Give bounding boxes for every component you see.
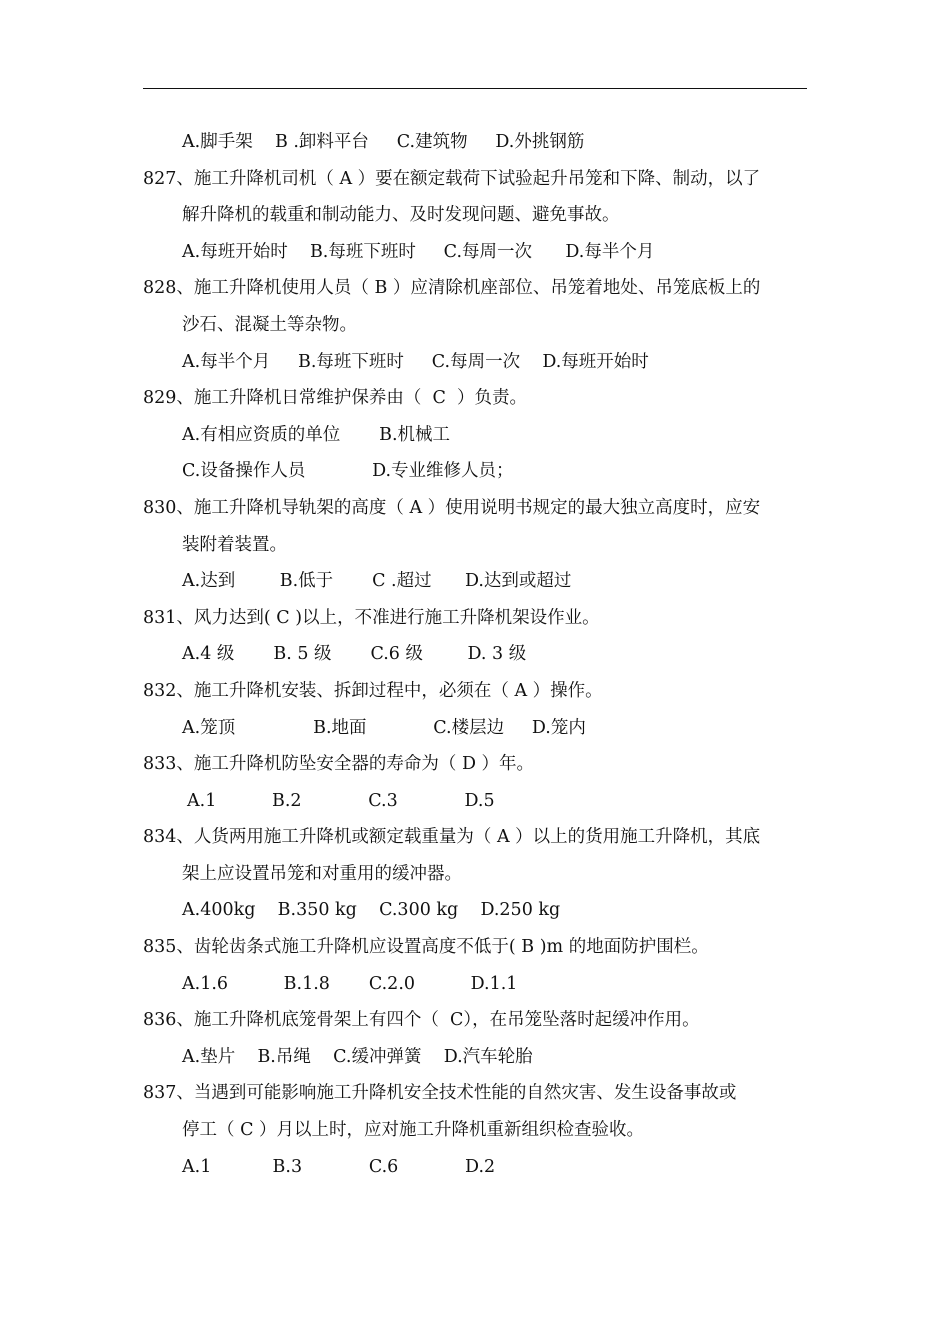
question-832: 832、施工升降机安装、拆卸过程中，必须在（ A ）操作。 (143, 680, 603, 701)
options-837: A.1 B.3 C.6 D.2 (182, 1156, 496, 1177)
options-832: A.笼顶 B.地面 C.楼层边 D.笼内 (182, 717, 586, 738)
question-834-cont: 架上应设置吊笼和对重用的缓冲器。 (182, 863, 462, 884)
question-830: 830、施工升降机导轨架的高度（ A ）使用说明书规定的最大独立高度时，应安 (143, 497, 761, 518)
question-list (143, 124, 807, 1185)
options-827: A.每班开始时 B.每班下班时 C.每周一次 D.每半个月 (182, 241, 655, 262)
options-830: A.达到 B.低于 C .超过 D.达到或超过 (182, 571, 572, 592)
question-828-cont: 沙石、混凝土等杂物。 (182, 314, 357, 335)
question-831: 831、风力达到( C )以上，不准进行施工升降机架设作业。 (143, 607, 600, 628)
question-830-cont: 装附着装置。 (182, 534, 287, 555)
options-833: A.1 B.2 C.3 D.5 (187, 790, 495, 811)
question-833: 833、施工升降机防坠安全器的寿命为（ D ）年。 (143, 754, 535, 775)
options-828: A.每半个月 B.每班下班时 C.每周一次 D.每班开始时 (182, 351, 649, 372)
question-836: 836、施工升降机底笼骨架上有四个（ C），在吊笼坠落时起缓冲作用。 (143, 1010, 700, 1031)
options-835: A.1.6 B.1.8 C.2.0 D.1.1 (182, 973, 518, 994)
question-829: 829、施工升降机日常维护保养由（ C ）负责。 (143, 388, 528, 409)
question-837-cont: 停工（ C ）月以上时，应对施工升降机重新组织检查验收。 (182, 1120, 645, 1141)
options-829-ab: A.有相应资质的单位 B.机械工 (182, 424, 451, 445)
question-834: 834、人货两用施工升降机或额定载重量为（ A ）以上的货用施工升降机，其底 (143, 827, 761, 848)
question-827-cont: 解升降机的载重和制动能力、及时发现问题、避免事故。 (182, 205, 620, 226)
header-rule (143, 88, 807, 89)
options-836: A.垫片 B.吊绳 C.缓冲弹簧 D.汽车轮胎 (182, 1046, 533, 1067)
options-826: A.脚手架 B .卸料平台 C.建筑物 D.外挑钢筋 (182, 132, 585, 152)
options-829-cd: C.设备操作人员 D.专业维修人员； (182, 461, 514, 482)
options-831: A.4 级 B. 5 级 C.6 级 D. 3 级 (182, 644, 527, 665)
question-837: 837、当遇到可能影响施工升降机安全技术性能的自然灾害、发生设备事故或 (143, 1083, 737, 1104)
question-828: 828、施工升降机使用人员（ B ）应清除机座部位、吊笼着地处、吊笼底板上的 (143, 278, 761, 299)
options-834: A.400kg B.350 kg C.300 kg D.250 kg (182, 900, 561, 921)
question-827: 827、施工升降机司机（ A ）要在额定载荷下试验起升吊笼和下降、制动，以了 (143, 168, 761, 189)
question-835: 835、齿轮齿条式施工升降机应设置高度不低于( B )m 的地面防护围栏。 (143, 937, 709, 958)
